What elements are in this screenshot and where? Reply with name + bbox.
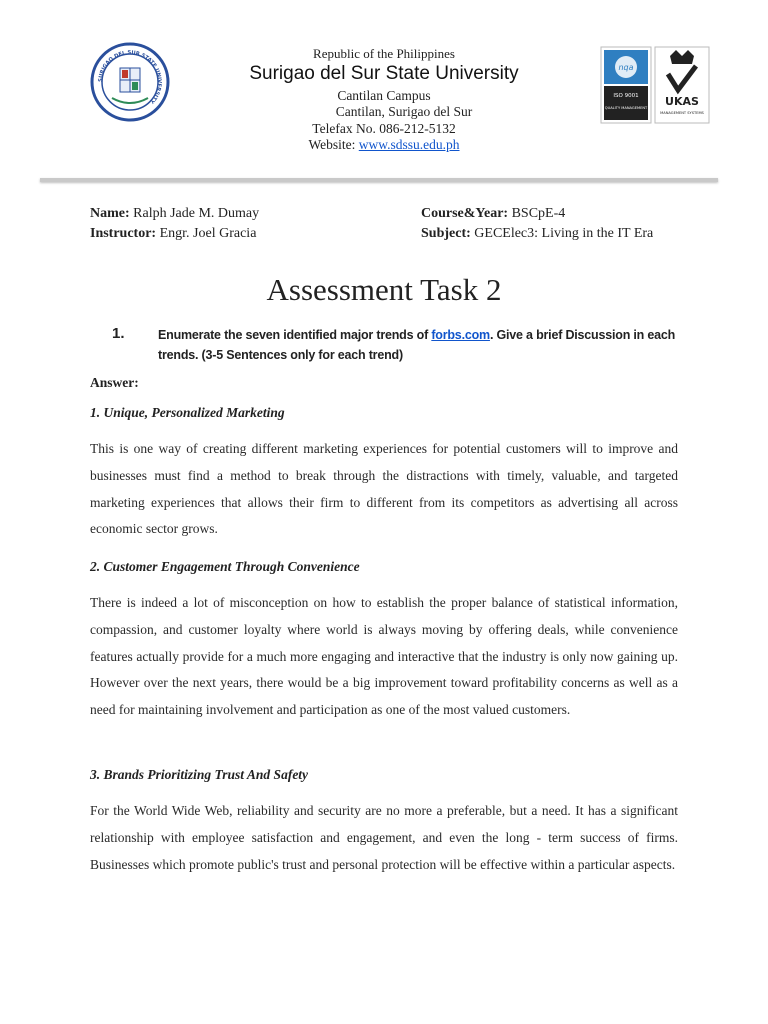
question-text xyxy=(158,325,688,365)
header-campus: Cantilan Campus xyxy=(337,88,431,103)
subject-value: GECElec3: Living in the IT Era xyxy=(470,226,654,241)
header-divider xyxy=(40,178,718,182)
instructor-value: Engr. Joel Gracia xyxy=(156,226,257,241)
section-2-body: There is indeed a lot of misconception on how to establish the proper balance of statistical information, compassion, and customer loyalty where world is always moving by offering deals, while convenience features actually provide for a much more engaging and interactive that the industry is only now gaining up. However over the next years, there would be a big improvement toward profitability concerns as well as a need for maintaining involvement and participation as one of the most valued customers. xyxy=(90,595,678,718)
header-republic: Republic of the Philippines xyxy=(313,46,455,61)
header-address: Cantilan, Surigao del Sur xyxy=(335,104,473,119)
svg-text:nqa: nqa xyxy=(618,63,634,72)
subject xyxy=(421,226,653,242)
section-1-heading: 1. Unique, Personalized Marketing xyxy=(90,405,285,420)
name-value: Ralph Jade M. Dumay xyxy=(129,206,260,221)
student-name xyxy=(90,206,259,222)
seal-text: SURIGAO DEL SUR STATE UNIVERSITY xyxy=(97,49,163,105)
header-university-name: Surigao del Sur State University xyxy=(249,63,519,84)
cert-iso-text: ISO 9001 xyxy=(613,93,639,99)
question-number: 1. xyxy=(112,325,125,342)
website-label: Website: xyxy=(308,137,359,152)
subject-label: Subject: xyxy=(421,226,471,241)
cert-ukas-text: UKAS xyxy=(665,95,699,108)
website-link[interactable]: www.sdssu.edu.ph xyxy=(358,137,460,152)
course-label: Course&Year: xyxy=(421,206,509,221)
question-text-before: Enumerate the seven identified major trends of xyxy=(158,328,432,342)
name-label: Name: xyxy=(90,206,130,221)
section-3-body: For the World Wide Web, reliability and security are no more a preferable, but a need. It has a significant relationship with employee satisfaction and engagement, and even the long - term success of firms. Businesses which promote public's trust and personal protection will be effective within a particular aspects. xyxy=(90,803,678,872)
answer-label: Answer: xyxy=(90,375,139,390)
header-telefax: Telefax No. 086-212-5132 xyxy=(312,121,456,136)
page-title: Assessment Task 2 xyxy=(266,272,502,307)
question-link[interactable]: forbs.com xyxy=(431,328,490,342)
course-value: BSCpE-4 xyxy=(508,206,566,221)
cert-iso-sub: QUALITY MANAGEMENT xyxy=(604,106,648,110)
cert-ukas-sub: MANAGEMENT SYSTEMS xyxy=(660,111,704,115)
instructor-label: Instructor: xyxy=(90,226,157,241)
header-website xyxy=(0,137,768,153)
section-1-body: This is one way of creating different marketing experiences for potential customers will to improve and businesses must find a method to break through the distractions with timely, valuable, and targeted marketing experiences that allows their firm to different from its competitors as advertising all across economic sector grows. xyxy=(90,441,678,537)
section-3-heading: 3. Brands Prioritizing Trust And Safety xyxy=(90,767,309,782)
section-2-heading: 2. Customer Engagement Through Convenience xyxy=(90,559,360,574)
instructor xyxy=(90,226,256,242)
course-year xyxy=(421,206,565,222)
question-text-after: . Give a brief Discussion in each trends. (3-5 Sentences only for each trend) xyxy=(158,328,676,362)
